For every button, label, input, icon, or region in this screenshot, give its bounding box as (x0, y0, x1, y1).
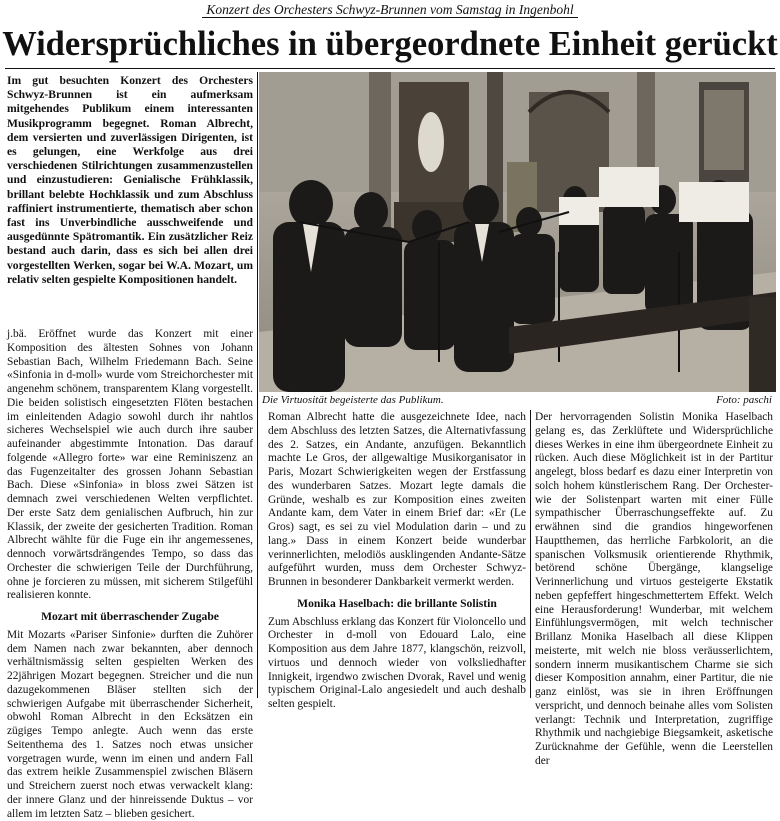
headline: Widersprüchliches in übergeordnete Einheit gerückt (2, 25, 778, 63)
column-1 (7, 328, 253, 820)
headline-rule (5, 68, 775, 69)
lead-paragraph (7, 74, 253, 287)
col1-paragraph-2: Mit Mozarts «Pariser Sinfonie» durften die Zuhörer dem Namen nach zwar bekannten, aber dennoch verhältnismässig selten gespielten Werken des 22jährigen Mozart begegnen. Streicher und die nun dazugekommenen Bläser stellten sich der schwierigen Aufgabe mit überraschender Sicherheit, obwohl Roman Albrecht in den Ecksätzen ein zügiges Tempo anlegte. Auch wenn das erste Seitenthema des 1. Satzes noch etwas unsicher vorgetragen wurde, wenn im einen und andern Fall das extrem heikle Zusammenspiel zwischen Bläsern und Streichern zuerst noch etwas verwackelt klang: der innere Glanz und der hinreissende Duktus – vor allem im letzten Satz – blieben gesichert. (7, 628, 253, 820)
kicker-text: Konzert des Orchesters Schwyz-Brunnen vom Samstag in Ingenbohl (202, 2, 577, 18)
col2-subheading: Monika Haselbach: die brillante Solistin (297, 596, 497, 610)
column-3 (535, 411, 773, 767)
lead-text: Im gut besuchten Konzert des Orchesters Schwyz-Brunnen ist ein aufmerksam mitgehendes Publikum einem interessanten Musikprogramm begegnet. Roman Albrecht, dem versierten und zuverlässigen Dirigenten, ist es gelungen, eine Werkfolge aus drei verschiedenen Stilrichtungen zusammenzustellen und einzustudieren: Genialische Frühklassik, brillant belebte Hochklassik und zum Abschluss raffiniert instrumentierte, thematisch aber schon fast ins Unverbindliche ausschweifende und ausgedünnte Spätromantik. Ein zusätzlicher Reiz bestand auch darin, dass es sich bei allen drei vorgestellten Werken, sogar bei W.A. Mozart, um relativ selten gespielte Kompositionen handelt. (7, 74, 253, 286)
column-divider-1 (257, 72, 258, 698)
orchestra-photo-image (259, 72, 776, 392)
orchestra-photo (259, 72, 776, 392)
photo-caption: Die Virtuosität begeisterte das Publikum. (262, 394, 444, 406)
col1-paragraph-1: j.bä. Eröffnet wurde das Konzert mit einer Komposition des ältesten Sohnes von Johann Sebastian Bach, Wilhelm Friedemann Bach. Seine «Sinfonia in d-moll» wurde vom Streichorchester mit angenehm schönem, transparentem Klang vorgestellt. Die beiden solistisch eingesetzten Flöten bestachen im einleitenden Adagio sowohl durch ihr nahtlos sicheres Wechselspiel wie auch durch ihre sauber aufeinander abgestimmte Intonation. Das darauf folgende «Allegro forte» war eine Reminiszenz an das Fugenzeitalter des grossen Johann Sebastian Bach. Diese «Sinfonia» in bloss zwei Sätzen ist demnach zwei verschiedenen Welten verpflichtet. Der erste Satz dem genialischen Aufbruch, hin zur Klassik, der zweite der gesicherten Tradition. Roman Albrecht wählte für die Fuge ein ihr angemessenes, dennoch vorwärtsdrängendes Tempo, so dass das Orchester die schwierigen Teile der Durchführung, ohne je forcieren zu müssen, mit sicherem Stilgefühl realisieren konnte. (7, 328, 253, 602)
col2-paragraph-2: Zum Abschluss erklang das Konzert für Violoncello und Orchester in d-moll von Edouard Lalo, eine Komposition aus dem Jahre 1877, klangschön, reizvoll, virtuos und dennoch wieder von volksliedhafter Innigkeit, irgendwo zwischen Dvorak, Ravel und wenig typischem Original-Lalo angesiedelt und auch deshalb selten gespielt. (268, 615, 526, 710)
column-divider-2 (530, 410, 531, 698)
col2-paragraph-1: Roman Albrecht hatte die ausgezeichnete Idee, nach dem Abschluss des letzten Satzes, die Alternativfassung des 2. Satzes, ein Andante, anzufügen. Bekanntlich machte Le Gros, der allgewaltige Musikorganisator in Paris, Mozart Schwierigkeiten wegen der Erstfassung des wunderbaren Satzes. Mozart legte damals die Gründe, weshalb es zur Komposition eines zweiten Andante kam, dem Vater in einem Brief dar: «Er (Le Gros) sagt, es sei zu viel Modulation darin – und zu lang.» Dass in einem Konzert beide wunderbar verinnerlichten, melodiös ausklingenden Andante-Sätze aufgeführt wurden, muss dem Orchester Schwyz-Brunnen in besonderer Dankbarkeit vermerkt werden. (268, 411, 526, 588)
photo-credit: Foto: paschi (716, 394, 772, 406)
column-2 (268, 411, 526, 710)
col3-paragraph-1: Der hervorragenden Solistin Monika Haselbach gelang es, das Zerklüftete und Widersprüchliche dieses Werkes in eine ihm übergeordnete Einheit zu rücken. Auch diese Möglichkeit ist in der Partitur angelegt, bloss bedarf es dazu einer Interpretin von solch hohem künstlerischem Rang. Der Orchester- wie der Solistenpart warten mit einer Fülle sympathischer Überraschungseffekte auf. Zu erwähnen sind die grandios hingeworfenen Hauptthemen, das herrliche Farbkolorit, an die spanischen Volksmusik orientierende Rhythmik, betörend schöne Übergänge, klangselige Verinnerlichung und virtuos gesteigerte Ekstatik neben gepfeffert hingeschmettertem Effekt. Welch eine Herausforderung! Wunderbar, mit welchem Einfühlungsvermögen, mit welch technischer Brillanz Monika Haselbach all diese Klippen meisterte, mit welch nie bloss veräusserlichtem, sondern innerm musikantischem Charme sie sich dieser Komposition annahm, einer Partitur, die nie ganz einlöst, was sie in ihren Eröffnungen verspricht, und dennoch beinahe alles vom Solisten verlangt: Technik und Interpretation, zugriffige Rhythmik und nachgiebige Biegsamkeit, asketische Zurücknahme der Gefühle, wenn die Leerstellen der (535, 411, 773, 767)
kicker (0, 2, 780, 18)
col1-subheading: Mozart mit überraschender Zugabe (41, 610, 219, 623)
